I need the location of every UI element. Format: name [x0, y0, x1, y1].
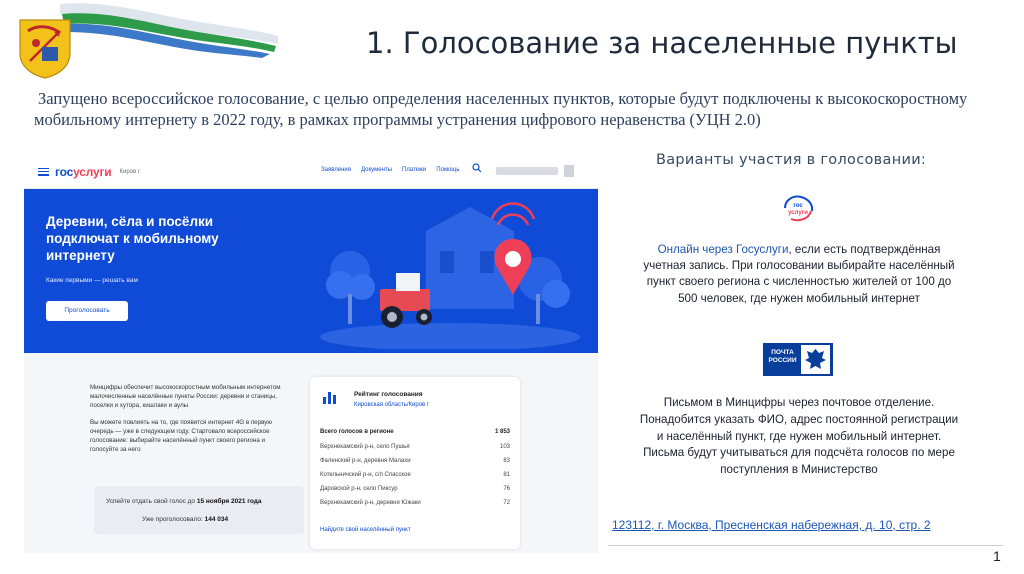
pochta-logo	[763, 343, 833, 376]
user-name-blurred[interactable]	[496, 167, 558, 175]
gos-badge-top: гос	[793, 203, 803, 209]
address-link[interactable]: 123112, г. Москва, Пресненская набережная, д. 10, стр. 2	[612, 518, 931, 532]
rating-row: Верхнекамский р-н, деревня Южаки 72	[320, 500, 510, 506]
find-locality-link[interactable]: Найдите свой населённый пункт	[320, 527, 411, 533]
hero-subtitle: Какие первыми — решать вам	[46, 277, 138, 284]
info-text	[90, 383, 290, 462]
menu-icon[interactable]	[38, 168, 49, 176]
nav-payments[interactable]: Платежи	[401, 167, 427, 173]
rating-title: Рейтинг голосования	[354, 391, 423, 398]
village-illustration	[320, 199, 580, 349]
voted-label: Уже проголосовало:	[142, 516, 203, 523]
page-number: 1	[993, 548, 1001, 564]
hero-banner	[24, 189, 598, 353]
variants-title: Варианты участия в голосовании:	[656, 152, 927, 168]
info-paragraph-1: Минцифры обеспечит высокоскоростным мобильным интернетом малочисленные населённые пункты России: деревни и станицы, поселки и хутора, кишлаки и аулы	[90, 384, 281, 409]
gosuslugi-logo[interactable]: госуслуги	[55, 164, 112, 179]
lower-section	[24, 353, 598, 553]
nav-documents[interactable]: Документы	[361, 167, 392, 173]
deadline-box	[94, 486, 304, 534]
search-icon[interactable]	[472, 163, 482, 173]
rating-card	[310, 377, 520, 549]
rating-total: Всего голосов в регионе 1 853	[320, 429, 510, 435]
intro-paragraph: Запущено всероссийское голосование, с целью определения населенных пунктов, которые будут подключены к высокоскоростному мобильному интернету в 2022 году, в рамках программы устранения цифрового неравенства (УЦН 2.0)	[34, 89, 968, 129]
rating-row: Фаленский р-н, деревня Малахи 83	[320, 458, 510, 464]
rating-row: Котельничский р-н, с/п Спасское 81	[320, 472, 510, 478]
city-selector[interactable]: Киров г	[119, 168, 141, 175]
online-voting-text	[636, 242, 962, 307]
letter-voting-text: Письмом в Минцифры через почтовое отделение. Понадобится указать ФИО, адрес постоянной регистрации и населённый пункт, где нужен мобильный интернет. Письма будут учитываться для подсчёта голосов по мере поступления в Министерство	[639, 396, 959, 477]
deadline-prefix: Успейте отдать свой голос до	[106, 498, 196, 505]
hero-title: Деревни, сёла и посёлки подключат к мобильному интернету	[46, 214, 219, 263]
gosuslugi-badge-icon	[779, 193, 817, 223]
info-paragraph-2: Вы можете повлиять на то, где появится интернет 4G в первую очередь — уже в следующем году. Стартовало всероссийское голосование: выбирайте населённый пункт своего региона и голосуйте за него	[90, 419, 272, 453]
rating-region[interactable]: Кировская область/Киров г	[354, 402, 430, 408]
vote-button[interactable]: Проголосовать	[46, 301, 128, 321]
eagle-icon	[801, 345, 830, 374]
bar-chart-icon	[322, 389, 338, 405]
online-description: , если есть подтверждённая учетная запись. При голосовании выбирайте населённый пункт своего региона с численностью жителей от 100 до 500 человек, где нужен мобильный интернет	[643, 243, 955, 305]
user-avatar[interactable]	[564, 165, 574, 177]
gosuslugi-screenshot	[24, 155, 598, 553]
rating-row: Верхнекамский р-н, село Пушья 103	[320, 444, 510, 450]
nav-applications[interactable]: Заявления	[321, 167, 352, 173]
footer-divider	[608, 545, 1003, 546]
gs-nav	[321, 167, 459, 173]
nav-help[interactable]: Помощь	[436, 167, 460, 173]
deadline-date: 15 ноября 2021 года	[196, 498, 262, 505]
gs-header	[24, 155, 598, 189]
voted-count: 144 034	[204, 516, 229, 523]
gos-badge-bottom: услуги	[788, 210, 808, 216]
online-highlight[interactable]: Онлайн через Госуслуги	[657, 243, 789, 256]
slide-title: 1. Голосование за населенные пункты	[366, 26, 958, 60]
coat-of-arms-icon	[16, 17, 74, 79]
rating-row: Даровской р-н, село Пиксур 76	[320, 486, 510, 492]
pochta-logo-text: ПОЧТА РОССИИ	[768, 349, 797, 364]
